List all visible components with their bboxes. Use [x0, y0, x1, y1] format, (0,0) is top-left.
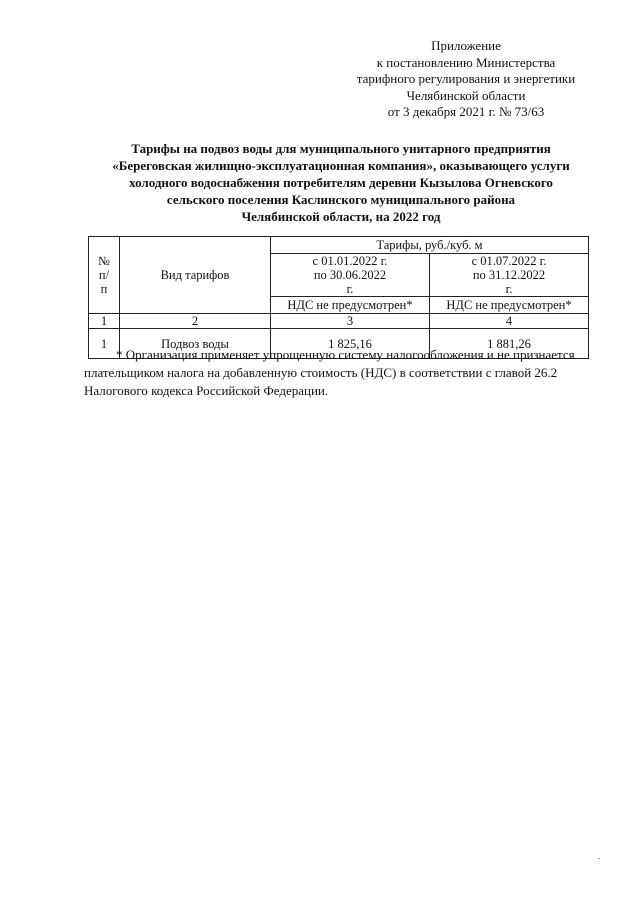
row-value-2: 1 881,26: [430, 329, 589, 359]
row-type: Подвоз воды: [120, 329, 271, 359]
scan-mark: [598, 858, 600, 859]
header-period-2: с 01.07.2022 г. по 31.12.2022 г.: [430, 254, 589, 297]
appendix-line: Челябинской области: [406, 87, 526, 103]
tariffs-table: [88, 236, 589, 359]
appendix-line: тарифного регулирования и энергетики: [356, 71, 576, 86]
appendix-line: Приложение: [431, 38, 501, 53]
column-number: 1: [89, 314, 120, 329]
header-period-1: с 01.01.2022 г. по 30.06.2022 г.: [271, 254, 430, 297]
title-line: Тарифы на подвоз воды для муниципального унитарного предприятия: [131, 141, 551, 156]
footnote-line: Налогового кодекса Российской Федерации.: [84, 383, 329, 398]
appendix-header: [330, 38, 602, 121]
header-tariffs: Тарифы, руб./куб. м: [271, 237, 589, 254]
header-vat-1: НДС не предусмотрен*: [271, 297, 430, 314]
footnote-line: плательщиком налога на добавленную стоимость (НДС) в соответствии с главой 26.2: [84, 365, 558, 380]
appendix-line: от 3 декабря 2021 г. № 73/63: [387, 104, 545, 119]
header-num: № п/п: [89, 237, 120, 314]
header-vat-2: НДС не предусмотрен*: [430, 297, 589, 314]
title-line: сельского поселения Каслинского муниципального района: [166, 192, 516, 207]
column-number: 2: [120, 314, 271, 329]
title-line: «Береговская жилищно-эксплуатационная компания», оказывающего услуги: [112, 158, 570, 173]
footnote-line: * Организация применяет упрощенную систему налогообложения и не признается: [116, 347, 575, 362]
footnote: [84, 346, 598, 400]
row-num: 1: [89, 329, 120, 359]
row-value-1: 1 825,16: [271, 329, 430, 359]
title-line: холодного водоснабжения потребителям деревни Кызылова Огневского: [129, 175, 553, 190]
column-number: 3: [271, 314, 430, 329]
title-line: Челябинской области, на 2022 год: [241, 209, 441, 224]
appendix-line: к постановлению Министерства: [376, 54, 556, 70]
header-type: Вид тарифов: [120, 237, 271, 314]
column-number: 4: [430, 314, 589, 329]
document-title: [92, 140, 590, 225]
